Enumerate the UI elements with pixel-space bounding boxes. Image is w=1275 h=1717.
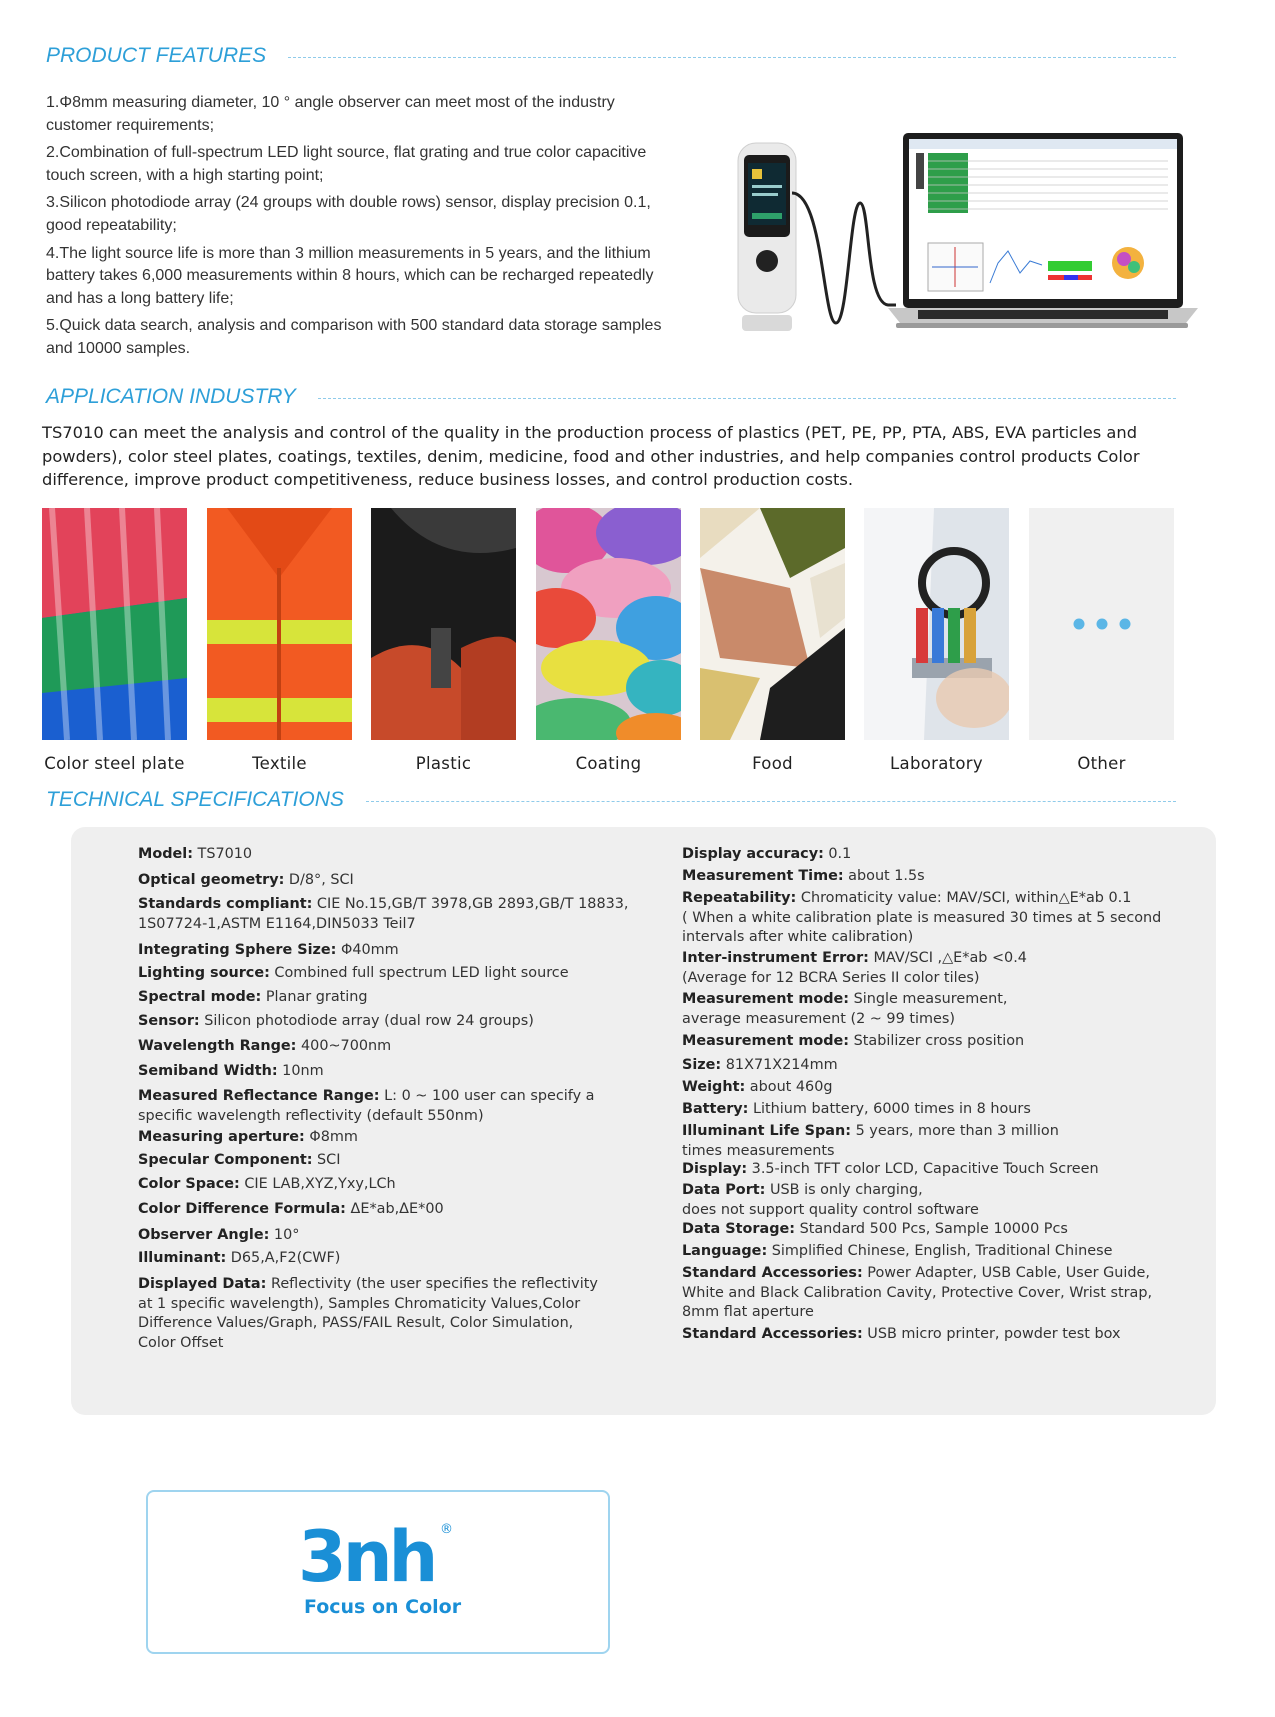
- spec-value-continuation: 8mm flat aperture: [682, 1304, 814, 1320]
- spec-value: TS7010: [192, 846, 253, 862]
- spec-row: [682, 1181, 979, 1220]
- spec-key: Illuminant Life Span:: [682, 1123, 851, 1139]
- industry-plastic: [371, 508, 516, 773]
- spec-value-continuation: intervals after white calibration): [682, 929, 914, 945]
- spec-value: Reflectivity (the user specifies the reflectivity: [266, 1276, 598, 1292]
- laboratory-image: [864, 508, 1009, 740]
- industry-label: Textile: [252, 754, 307, 773]
- spec-key: Data Storage:: [682, 1221, 796, 1237]
- textile-image: [207, 508, 352, 740]
- industry-coating: [536, 508, 681, 773]
- brand-logo-box: [146, 1490, 610, 1654]
- spec-value: USB micro printer, powder test box: [862, 1326, 1121, 1342]
- spec-row: [682, 889, 1161, 948]
- brand-logo-mark: 3nh: [298, 1516, 435, 1598]
- spec-row: [682, 1100, 1031, 1120]
- industry-label: Food: [752, 754, 793, 773]
- spec-key: Spectral mode:: [138, 989, 262, 1005]
- spec-value: 3.5-inch TFT color LCD, Capacitive Touch Screen: [747, 1161, 1099, 1177]
- application-description: TS7010 can meet the analysis and control of the quality in the production process of plastics (PET, PE, PP, PTA, ABS, EVA particles and powders), color steel plates, coatings, textiles, denim, medicine, food and other industries, and help companies control products Color difference, improve product competitiveness, reduce business losses, and control production costs.: [42, 423, 1140, 489]
- spec-row: [682, 1078, 833, 1098]
- brand-tagline: Focus on Color: [304, 1596, 462, 1618]
- specs-title: TECHNICAL SPECIFICATIONS: [46, 788, 344, 811]
- spec-row: [138, 988, 368, 1008]
- application-title: APPLICATION INDUSTRY: [46, 385, 296, 408]
- spec-row: [682, 990, 1007, 1029]
- industry-label: Laboratory: [890, 754, 983, 773]
- spec-value: Power Adapter, USB Cable, User Guide,: [862, 1265, 1150, 1281]
- spec-row: [682, 1264, 1152, 1323]
- spec-key: Display accuracy:: [682, 846, 824, 862]
- spec-row: [138, 964, 569, 984]
- spec-value: about 1.5s: [843, 868, 925, 884]
- coating-image: [536, 508, 681, 740]
- spec-key: Repeatability:: [682, 890, 797, 906]
- spec-value: CIE No.15,GB/T 3978,GB 2893,GB/T 18833,: [312, 896, 629, 912]
- spec-row: [138, 1012, 534, 1032]
- spec-value-continuation: specific wavelength reflectivity (default 550nm): [138, 1107, 484, 1124]
- spec-row: [138, 1037, 391, 1057]
- spec-key: Observer Angle:: [138, 1227, 270, 1243]
- spec-key: Inter-instrument Error:: [682, 950, 869, 966]
- spec-value: Planar grating: [261, 989, 368, 1005]
- spec-value: 0.1: [823, 846, 852, 862]
- industry-other: [1029, 508, 1174, 773]
- spec-key: Measurement mode:: [682, 1033, 850, 1049]
- spec-value: USB is only charging,: [765, 1182, 923, 1198]
- industry-food: [700, 508, 845, 773]
- spec-value-continuation: (Average for 12 BCRA Series II color tiles): [682, 969, 980, 986]
- spec-row: [138, 1200, 444, 1220]
- spec-row: [138, 1249, 340, 1269]
- specs-header: [46, 788, 1176, 812]
- spec-value: Φ8mm: [304, 1129, 358, 1145]
- spec-key: Illuminant:: [138, 1250, 227, 1266]
- ellipsis-dot: [1074, 619, 1085, 630]
- ellipsis-dot: [1120, 619, 1131, 630]
- spec-value-continuation: Color Offset: [138, 1334, 224, 1351]
- spec-value: 5 years, more than 3 million: [851, 1123, 1059, 1139]
- colorimeter-device: [738, 143, 796, 331]
- spec-row: [138, 1062, 324, 1082]
- section-divider: [318, 398, 1176, 399]
- spec-value: ΔE*ab,ΔE*00: [345, 1201, 444, 1217]
- features-header: [46, 44, 1176, 68]
- spec-value: D65,A,F2(CWF): [226, 1250, 341, 1266]
- spec-key: Lighting source:: [138, 965, 270, 981]
- spec-row: [138, 1087, 595, 1126]
- spec-row: [682, 1122, 1059, 1161]
- spec-key: Size:: [682, 1057, 722, 1073]
- spec-key: Language:: [682, 1243, 768, 1259]
- spec-row: [682, 867, 925, 887]
- spec-value-continuation: at 1 specific wavelength), Samples Chromaticity Values,Color: [138, 1295, 581, 1312]
- spec-key: Standards compliant:: [138, 896, 313, 912]
- industry-label: Plastic: [415, 754, 472, 773]
- spec-value-continuation: average measurement (2 ~ 99 times): [682, 1010, 955, 1027]
- spec-row: [138, 1128, 358, 1148]
- spec-key: Display:: [682, 1161, 748, 1177]
- spec-value: 10°: [269, 1227, 300, 1243]
- industry-label: Other: [1077, 754, 1126, 773]
- spec-key: Integrating Sphere Size:: [138, 942, 337, 958]
- spec-key: Model:: [138, 846, 193, 862]
- spec-panel: [71, 827, 1216, 1415]
- spec-key: Color Difference Formula:: [138, 1201, 346, 1217]
- other-placeholder-image: [1029, 508, 1174, 740]
- spec-value: 400~700nm: [296, 1038, 392, 1054]
- spec-value-continuation: ( When a white calibration plate is measured 30 times at 5 second: [682, 909, 1162, 926]
- spec-key: Optical geometry:: [138, 872, 285, 888]
- spec-row: [682, 1220, 1068, 1240]
- spec-key: Specular Component:: [138, 1152, 313, 1168]
- ellipsis-dot: [1097, 619, 1108, 630]
- spec-key: Measured Reflectance Range:: [138, 1088, 380, 1104]
- device-laptop-illustration: [728, 133, 1198, 353]
- spec-row: [682, 1056, 838, 1076]
- registered-mark: ®: [440, 1522, 453, 1537]
- spec-value: Φ40mm: [336, 942, 399, 958]
- spec-key: Weight:: [682, 1079, 746, 1095]
- spec-row: [138, 1175, 396, 1195]
- spec-row: [682, 949, 1027, 988]
- spec-value: Standard 500 Pcs, Sample 10000 Pcs: [795, 1221, 1068, 1237]
- industry-laboratory: [864, 508, 1009, 773]
- spec-row: [682, 1242, 1112, 1262]
- spec-value: Single measurement,: [849, 991, 1008, 1007]
- food-image: [700, 508, 845, 740]
- spec-key: Color Space:: [138, 1176, 240, 1192]
- spec-key: Measurement mode:: [682, 991, 850, 1007]
- spec-value: Simplified Chinese, English, Traditional Chinese: [767, 1243, 1113, 1259]
- spec-value-continuation: 1S07724-1,ASTM E1164,DIN5033 Teil7: [138, 915, 416, 932]
- color-steel-plate-image: [42, 508, 187, 740]
- spec-value: CIE LAB,XYZ,Yxy,LCh: [239, 1176, 396, 1192]
- spec-row: [682, 1160, 1099, 1180]
- features-title: PRODUCT FEATURES: [46, 44, 267, 67]
- feature-item: 5.Quick data search, analysis and comparison with 500 standard data storage samples and 10000 samples.: [46, 317, 662, 357]
- spec-key: Displayed Data:: [138, 1276, 267, 1292]
- spec-value: D/8°, SCI: [284, 872, 354, 888]
- spec-key: Standard Accessories:: [682, 1326, 863, 1342]
- spec-value: 81X71X214mm: [721, 1057, 838, 1073]
- spec-row: [138, 941, 399, 961]
- spec-key: Data Port:: [682, 1182, 766, 1198]
- feature-item: 4.The light source life is more than 3 million measurements in 5 years, and the lithium battery takes 6,000 measurements within 8 hours, which can be recharged repeatedly and has a long battery life;: [46, 244, 654, 307]
- spec-row: [682, 1032, 1024, 1052]
- spec-value-continuation: Difference Values/Graph, PASS/FAIL Result, Color Simulation,: [138, 1315, 574, 1331]
- spec-value: Stabilizer cross position: [849, 1033, 1025, 1049]
- spec-key: Sensor:: [138, 1013, 200, 1029]
- spec-key: Standard Accessories:: [682, 1265, 863, 1281]
- spec-value: about 460g: [745, 1079, 833, 1095]
- spec-value: SCI: [312, 1152, 341, 1168]
- spec-value-continuation: White and Black Calibration Cavity, Protective Cover, Wrist strap,: [682, 1284, 1153, 1301]
- spec-row: [138, 871, 354, 891]
- spec-value: L: 0 ~ 100 user can specify a: [379, 1088, 595, 1104]
- spec-key: Measurement Time:: [682, 868, 844, 884]
- feature-item: 2.Combination of full-spectrum LED light source, flat grating and true color capacitive touch screen, with a high starting point;: [46, 144, 647, 184]
- industry-label: Coating: [575, 754, 642, 773]
- spec-row: [682, 845, 851, 865]
- industry-label: Color steel plate: [44, 754, 185, 773]
- laptop: [888, 133, 1198, 328]
- spec-key: Semiband Width:: [138, 1063, 278, 1079]
- spec-value-continuation: does not support quality control software: [682, 1201, 979, 1218]
- spec-value: Lithium battery, 6000 times in 8 hours: [748, 1101, 1031, 1117]
- spec-value: MAV/SCI ,△E*ab <0.4: [868, 950, 1027, 966]
- features-list: [46, 92, 671, 366]
- spec-key: Wavelength Range:: [138, 1038, 297, 1054]
- industry-textile: [207, 508, 352, 773]
- spec-row: [138, 895, 629, 934]
- spec-row: [682, 1325, 1120, 1345]
- spec-value: Combined full spectrum LED light source: [269, 965, 569, 981]
- spec-row: [138, 845, 252, 865]
- feature-item: 3.Silicon photodiode array (24 groups with double rows) sensor, display precision 0.1, good repeatability;: [46, 194, 651, 234]
- spec-row: [138, 1151, 340, 1171]
- spec-row: [138, 1275, 598, 1353]
- section-divider: [288, 57, 1176, 58]
- plastic-image: [371, 508, 516, 740]
- spec-key: Measuring aperture:: [138, 1129, 305, 1145]
- spec-value: 10nm: [277, 1063, 324, 1079]
- section-divider: [366, 801, 1176, 802]
- application-header: [46, 385, 1176, 409]
- industry-color-steel-plate: [42, 508, 187, 773]
- spec-row: [138, 1226, 299, 1246]
- feature-item: 1.Φ8mm measuring diameter, 10 ° angle observer can meet most of the industry customer requirements;: [46, 94, 615, 134]
- spec-value: Chromaticity value: MAV/SCI, within△E*ab 0.1: [796, 890, 1132, 906]
- spec-key: Battery:: [682, 1101, 749, 1117]
- spec-value: Silicon photodiode array (dual row 24 groups): [199, 1013, 534, 1029]
- spec-value-continuation: times measurements: [682, 1142, 835, 1159]
